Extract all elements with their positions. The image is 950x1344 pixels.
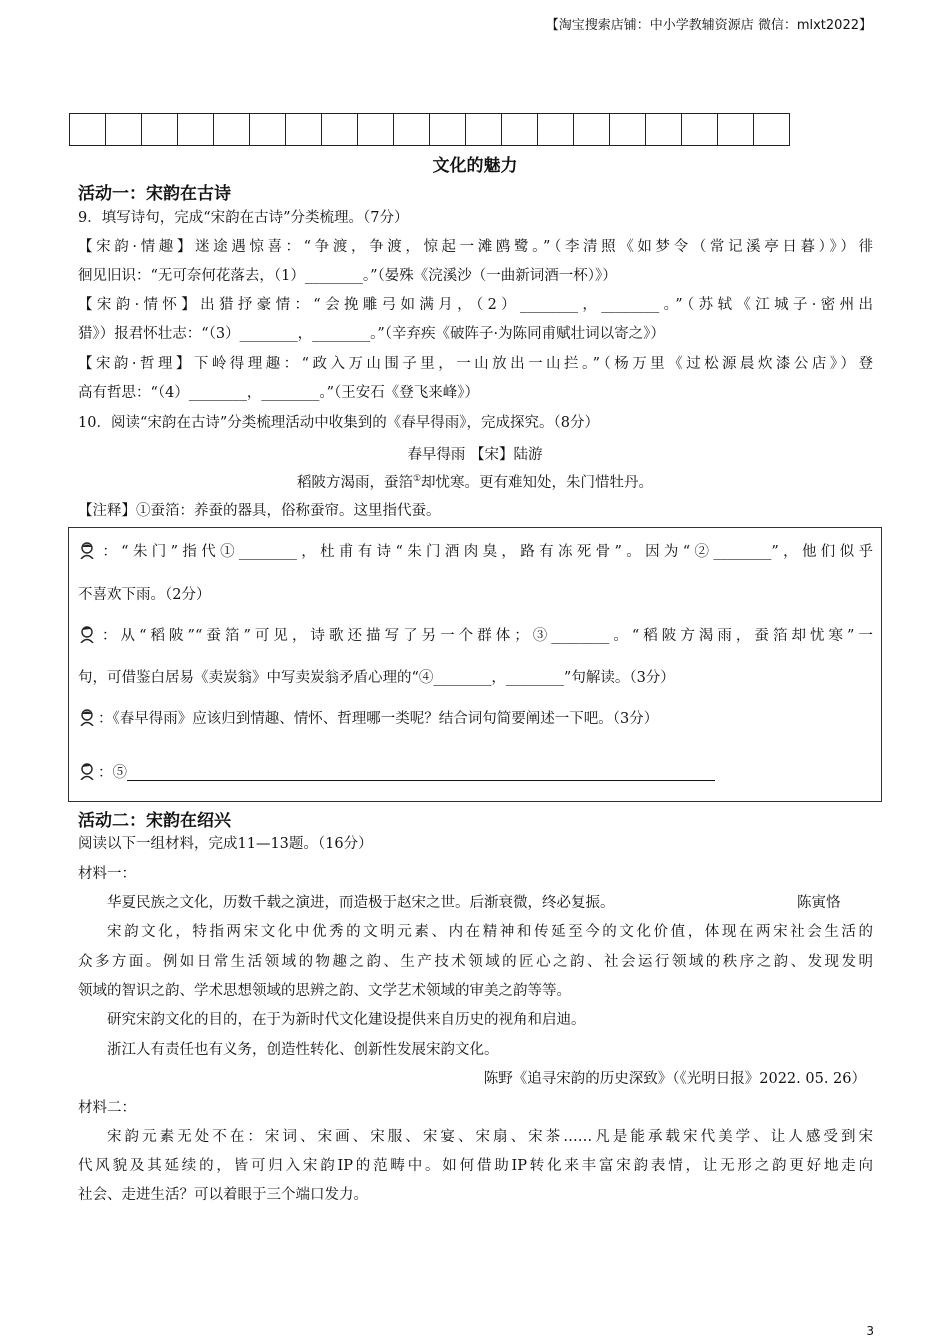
material1-para1-a: 宋韵文化，特指两宋文化中优秀的文明元素、内在精神和传延至今的文化价值，体现在两宋社会生活的 <box>107 924 873 940</box>
grid-cell[interactable] <box>610 113 646 146</box>
poem-note-mark: ① <box>412 474 422 485</box>
page-title: 文化的魅力 <box>432 156 518 176</box>
poem-line-b: 却忧寒。更有难知处，朱门惜牡丹。 <box>421 475 654 491</box>
grid-cell[interactable] <box>394 113 430 146</box>
discussion-2-text-a: ：从“稻陂”“蚕箔”可见，诗歌还描写了另一个群体；③________。“稻陂方渴雨，蚕箔却忧寒”一 <box>98 628 873 644</box>
poem-body <box>0 471 950 492</box>
material1-para2: 研究宋韵文化的目的，在于为新时代文化建设提供来自历史的视角和启迪。 <box>107 1012 586 1028</box>
activity2-heading: 活动二：宋韵在绍兴 <box>78 811 231 831</box>
grid-cell[interactable] <box>106 113 142 146</box>
discussion-3-line <box>78 705 873 734</box>
material1-quote: 华夏民族之文化，历数千载之演进，而造极于赵宋之世。后渐衰微，终必复振。 <box>107 895 615 911</box>
discussion-1-line-a <box>78 538 873 567</box>
grid-cell[interactable] <box>538 113 574 146</box>
grid-cell[interactable] <box>142 113 178 146</box>
grid-cell[interactable] <box>754 113 790 146</box>
student-avatar-icon <box>78 762 96 780</box>
material1-para3: 浙江人有责任也有义务，创造性转化、创新性发展宋韵文化。 <box>107 1042 499 1058</box>
grid-cell[interactable] <box>718 113 754 146</box>
grid-cell[interactable] <box>574 113 610 146</box>
student-avatar-icon <box>78 541 96 559</box>
material2-para1-b: 代风貌及其延续的，皆可归入宋韵IP的范畴中。如何借助IP转化来丰富宋韵表情，让无形之韵更好地走向 <box>78 1158 873 1174</box>
grid-cell[interactable] <box>286 113 322 146</box>
grid-cell[interactable] <box>502 113 538 146</box>
discussion-2-line-b: 句，可借鉴白居易《卖炭翁》中写卖炭翁矛盾心理的“④________，________”句解读。（3分） <box>78 670 675 686</box>
grid-cell[interactable] <box>430 113 466 146</box>
q10-stem: 10．阅读“宋韵在古诗”分类梳理活动中收集到的《春早得雨》，完成探究。（8分） <box>78 415 599 431</box>
q9-line-1: 【宋韵·情趣】迷途遇惊喜：“争渡，争渡，惊起一滩鸥鹭。”（李清照《如梦令（常记溪亭日暮）》）徘 <box>78 239 873 255</box>
discussion-4-text: ：⑤ <box>98 765 127 781</box>
poem-title: 春早得雨 【宋】陆游 <box>407 447 543 463</box>
grid-cell[interactable] <box>682 113 718 146</box>
answer-blank-line[interactable] <box>127 764 715 781</box>
material1-quote-author: 陈寅恪 <box>797 895 841 911</box>
discussion-1-line-b: 不喜欢下雨。（2分） <box>78 587 211 603</box>
q9-line-3: 【宋韵·情怀】出猎抒豪情：“会挽雕弓如满月，（2）________，________。”（苏轼《江城子·密州出 <box>78 297 873 313</box>
grid-cell[interactable] <box>70 113 106 146</box>
answer-grid <box>69 113 790 146</box>
grid-cell[interactable] <box>250 113 286 146</box>
grid-cell[interactable] <box>646 113 682 146</box>
q9-line-6: 高有哲思：“（4）________，________。”（王安石《登飞来峰》） <box>78 385 480 401</box>
material1-source: 陈野《追寻宋韵的历史深致》（《光明日报》2022. 05. 26） <box>483 1071 866 1087</box>
activity2-stem: 阅读以下一组材料，完成11—13题。（16分） <box>78 836 373 852</box>
q9-line-5: 【宋韵·哲理】下岭得理趣：“政入万山围子里，一山放出一山拦。”（杨万里《过松源晨炊漆公店》）登 <box>78 356 873 372</box>
grid-cell[interactable] <box>358 113 394 146</box>
page-number: 3 <box>866 1324 874 1338</box>
discussion-1-text-a: ：“朱门”指代①________，杜甫有诗“朱门酒肉臭，路有冻死骨”。因为“②________”，他们似乎 <box>98 544 873 560</box>
poem-line-a: 稻陂方渴雨，蚕箔 <box>296 475 413 491</box>
student-avatar-icon <box>78 708 96 726</box>
material2-para1-c: 社会、走进生活？可以着眼于三个端口发力。 <box>78 1187 368 1203</box>
material1-label: 材料一： <box>78 866 136 882</box>
q9-stem: 9．填写诗句，完成“宋韵在古诗”分类梳理。（7分） <box>78 210 409 226</box>
student-avatar-icon <box>78 625 96 643</box>
discussion-4-line <box>78 759 873 788</box>
discussion-3-text: ：《春早得雨》应该归到情趣、情怀、哲理哪一类呢？结合词句简要阐述一下吧。（3分） <box>98 711 659 727</box>
grid-cell[interactable] <box>466 113 502 146</box>
material1-para1-c: 领域的智识之韵、学术思想领域的思辨之韵、文学艺术领域的审美之韵等等。 <box>78 983 571 999</box>
grid-cell[interactable] <box>322 113 358 146</box>
material2-para1-a: 宋韵元素无处不在：宋词、宋画、宋服、宋宴、宋扇、宋茶……凡是能承载宋代美学、让人感受到宋 <box>107 1129 873 1145</box>
material2-label: 材料二： <box>78 1100 136 1116</box>
poem-note: 【注释】①蚕箔：养蚕的器具，俗称蚕帘。这里指代蚕。 <box>78 503 441 519</box>
q9-line-4: 猎》）报君怀壮志：“（3）________，________。”（辛弃疾《破阵子·为陈同甫赋壮词以寄之》） <box>78 326 665 342</box>
grid-cell[interactable] <box>214 113 250 146</box>
discussion-2-line-a <box>78 622 873 651</box>
q9-line-2: 徊见旧识：“无可奈何花落去，（1）________。”（晏殊《浣溪沙（一曲新词酒一杯）》） <box>78 268 617 284</box>
material1-para1-b: 众多方面。例如日常生活领域的物趣之韵、生产技术领域的匠心之韵、社会运行领域的秩序之韵、发现发明 <box>78 954 873 970</box>
grid-cell[interactable] <box>178 113 214 146</box>
activity1-heading: 活动一：宋韵在古诗 <box>78 184 231 204</box>
page-header-watermark: 【淘宝搜索店铺：中小学教辅资源店 微信：mlxt2022】 <box>545 18 872 33</box>
